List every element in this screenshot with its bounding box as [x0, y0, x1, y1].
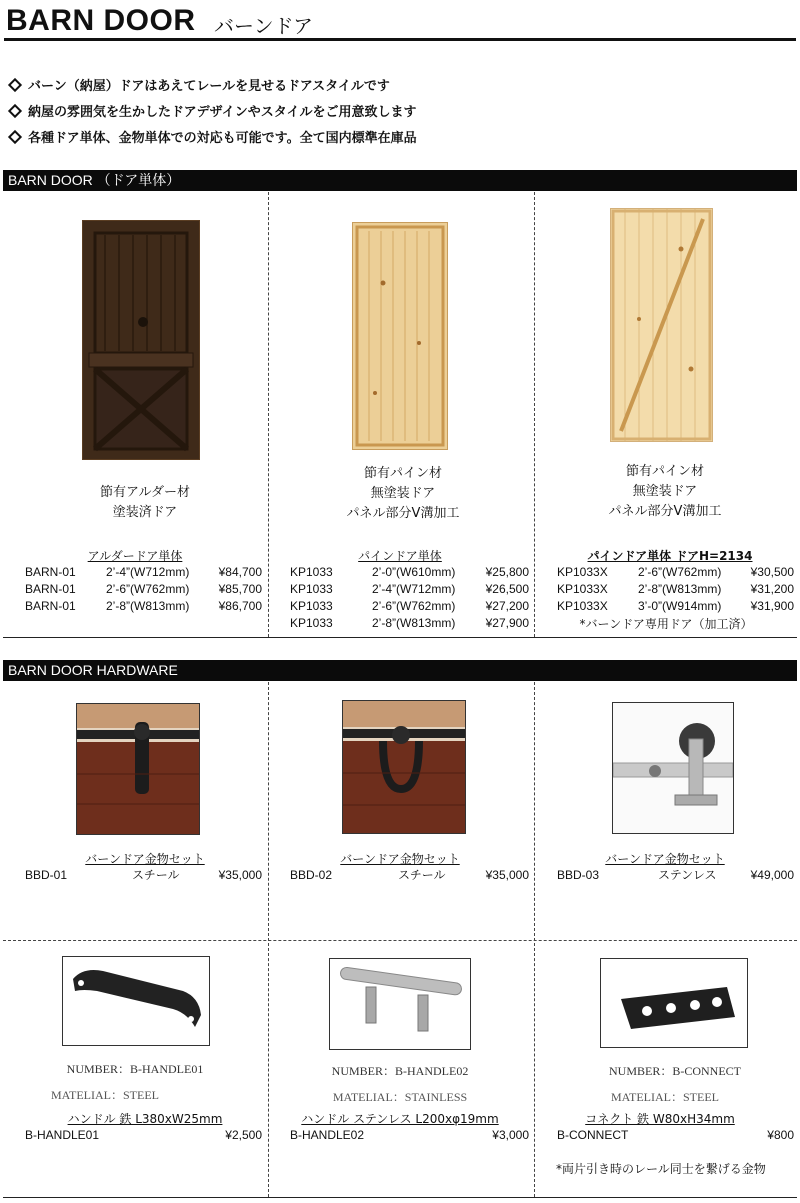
price-row: KP1033 2’-0”(W610mm) ¥25,800 [290, 565, 529, 579]
pine-door-drawing [353, 223, 447, 449]
price-row: B-HANDLE02 ¥3,000 [290, 1128, 529, 1142]
diamond-icon [8, 78, 22, 92]
hardware-set-3-drawing [613, 703, 733, 833]
section-header-doors: BARN DOOR （ドア単体） [3, 170, 797, 191]
connect-label: コネクト 鉄 W80xH34mm [585, 1112, 735, 1126]
pine-door-description: 節有パイン材 無塗装ドア パネル部分V溝加工 [346, 466, 460, 521]
bottom-rule [3, 1197, 797, 1198]
alder-door-label: アルダードア単体 [87, 549, 183, 563]
price-row: BARN-01 2’-4”(W712mm) ¥84,700 [25, 565, 262, 579]
alder-door-drawing [83, 221, 199, 459]
hardware-set-2-label: バーンドア金物セット [340, 852, 460, 866]
connect-image [600, 958, 748, 1048]
intro-line-2: 納屋の雰囲気を生かしたドアデザインやスタイルをご用意致します [8, 101, 416, 120]
pine-door-label: パインドア単体 [358, 549, 442, 563]
pine-tall-door-label: パインドア単体 ドアH=2134 [587, 549, 753, 563]
intro-line-1: バーン（納屋）ドアはあえてレールを見せるドアスタイルです [8, 75, 390, 94]
handle-steel-label: ハンドル 鉄 L380xW25mm [67, 1112, 223, 1126]
price-row: B-CONNECT ¥800 [557, 1128, 794, 1142]
hardware-set-1-image [76, 703, 200, 835]
page-title: BARN DOOR [6, 4, 196, 37]
section-header-hardware: BARN DOOR HARDWARE [3, 660, 797, 681]
pine-door-image [352, 222, 448, 450]
title-rule [4, 38, 796, 41]
hardware-set-3-label: バーンドア金物セット [605, 852, 725, 866]
handle-steel-image [62, 956, 210, 1046]
price-row: B-HANDLE01 ¥2,500 [25, 1128, 262, 1142]
connect-drawing [601, 959, 747, 1047]
price-row: KP1033 2’-4”(W712mm) ¥26,500 [290, 582, 529, 596]
handle-stainless-label: ハンドル ステンレス L200xφ19mm [301, 1112, 499, 1126]
handle-steel-number: NUMBER：B-HANDLE01 [66, 1062, 204, 1076]
price-row: KP1033 2’-6”(W762mm) ¥27,200 [290, 599, 529, 613]
handle-stainless-drawing [330, 959, 470, 1049]
alder-door-image [82, 220, 200, 460]
handle-steel-drawing [63, 957, 209, 1045]
price-row: BBD-01 スチール ¥35,000 [25, 868, 262, 882]
handle-steel-material: MATELIAL：STEEL [51, 1088, 159, 1102]
price-row: KP1033X 2’-6”(W762mm) ¥30,500 [557, 565, 794, 579]
row-divider [3, 940, 797, 941]
page-subtitle: バーンドア [214, 14, 313, 38]
hardware-set-1-label: バーンドア金物セット [85, 852, 205, 866]
connect-note: *両片引き時のレール同士を繋げる金物 [556, 1162, 766, 1176]
price-row: KP1033 2’-8”(W813mm) ¥27,900 [290, 616, 529, 630]
alder-door-description: 節有アルダー材 塗装済ドア [100, 485, 190, 520]
price-row: BBD-02 スチール ¥35,000 [290, 868, 529, 882]
price-row: KP1033X 2’-8”(W813mm) ¥31,200 [557, 582, 794, 596]
pine-tall-door-image [610, 208, 713, 442]
price-row: BBD-03 ステンレス ¥49,000 [557, 868, 794, 882]
pine-tall-door-note: *バーンドア専用ドア（加工済） [579, 617, 753, 631]
handle-stainless-number: NUMBER：B-HANDLE02 [331, 1064, 469, 1078]
pine-tall-door-description: 節有パイン材 無塗装ドア パネル部分V溝加工 [608, 464, 722, 519]
handle-stainless-image [329, 958, 471, 1050]
hardware-set-1-drawing [77, 704, 199, 834]
pine-tall-door-drawing [611, 209, 712, 441]
intro-line-3: 各種ドア単体、金物単体での対応も可能です。全て国内標準在庫品 [8, 127, 417, 146]
connect-number: NUMBER：B-CONNECT [608, 1064, 741, 1078]
price-row: BARN-01 2’-6”(W762mm) ¥85,700 [25, 582, 262, 596]
section-rule [3, 637, 797, 638]
hardware-set-3-image [612, 702, 734, 834]
price-row: BARN-01 2’-8”(W813mm) ¥86,700 [25, 599, 262, 613]
diamond-icon [8, 104, 22, 118]
hardware-set-2-image [342, 700, 466, 834]
hardware-set-2-drawing [343, 701, 465, 833]
diamond-icon [8, 130, 22, 144]
handle-stainless-material: MATELIAL：STAINLESS [332, 1090, 468, 1104]
price-row: KP1033X 3’-0”(W914mm) ¥31,900 [557, 599, 794, 613]
connect-material: MATELIAL：STEEL [611, 1090, 719, 1104]
